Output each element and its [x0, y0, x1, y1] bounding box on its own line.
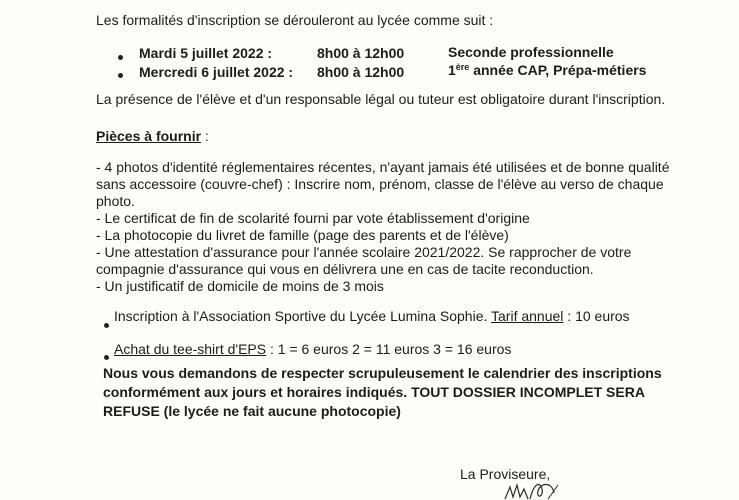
schedule-class: 1ère année CAP, Prépa-métiers — [448, 62, 647, 78]
pieces-line: - La photocopie du livret de famille (page des parents et de l'élève) — [96, 227, 509, 243]
schedule-day: Mardi 5 juillet 2022 : — [139, 45, 273, 61]
teeshirt-text: Achat du tee-shirt d'EPS : 1 = 6 euros 2 = 11 euros 3 = 16 euros — [114, 341, 512, 357]
pieces-line: - Un justificatif de domicile de moins de 3 mois — [96, 278, 384, 294]
bullet-icon — [118, 55, 123, 60]
bullet-icon — [104, 355, 109, 360]
pieces-line: - Une attestation d'assurance pour l'année scolaire 2021/2022. Se rapprocher de votre — [96, 244, 632, 260]
schedule-hours: 8h00 à 12h00 — [317, 45, 405, 61]
warning-line: Nous vous demandons de respecter scrupuleusement le calendrier des inscriptions — [103, 365, 662, 381]
warning-line: REFUSE (le lycée ne fait aucune photocopie) — [103, 403, 401, 419]
pieces-line: - Le certificat de fin de scolarité fourni par vote établissement d'origine — [96, 210, 530, 226]
signature-label: La Proviseure, — [460, 466, 551, 482]
pieces-line: sans accessoire (couvre-chef) : Inscrire nom, prénom, classe de l'élève au verso de chaque — [96, 176, 664, 192]
pieces-line: - 4 photos d'identité réglementaires récentes, n'ayant jamais été utilisées et de bonne qualité — [96, 159, 670, 175]
handwritten-signature — [500, 475, 580, 500]
warning-text — [103, 364, 662, 421]
intro-text: Les formalités d'inscription se dérouleront au lycée comme suit : — [96, 12, 494, 28]
presence-text: La présence de l'élève et d'un responsable légal ou tuteur est obligatoire durant l'inscription. — [96, 91, 666, 107]
bullet-icon — [118, 73, 123, 78]
warning-line: conformément aux jours et horaires indiqués. TOUT DOSSIER INCOMPLET SERA — [103, 384, 645, 400]
pieces-heading: Pièces à fournir : — [96, 128, 209, 144]
schedule-class: Seconde professionnelle — [448, 44, 614, 60]
pieces-list — [96, 159, 669, 295]
bullet-icon — [104, 323, 109, 328]
schedule-day: Mercredi 6 juillet 2022 : — [139, 64, 294, 80]
pieces-line: compagnie d'assurance qui vous en délivrera une en cas de tacite reconduction. — [96, 261, 594, 277]
schedule-hours: 8h00 à 12h00 — [317, 64, 405, 80]
pieces-line: photo. — [96, 193, 135, 209]
association-text: Inscription à l'Association Sportive du Lycée Lumina Sophie. Tarif annuel : 10 euros — [114, 308, 630, 324]
